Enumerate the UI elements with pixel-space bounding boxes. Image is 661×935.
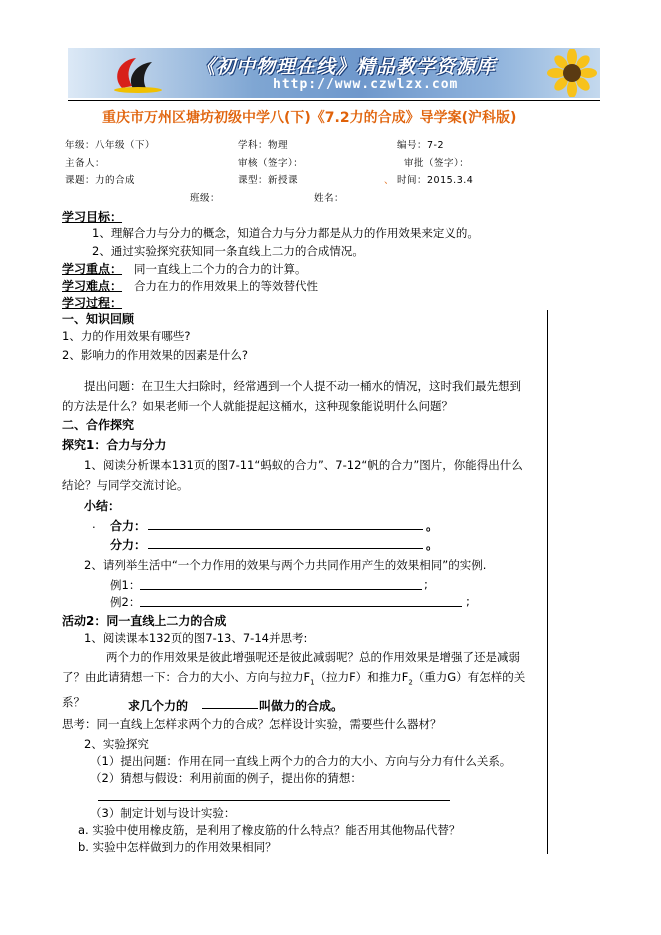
meta-time: 时间：2015.3.4 (397, 175, 474, 186)
key-heading: 学习重点： (62, 262, 123, 276)
banner-divider (68, 100, 600, 101)
key-text: 同一直线上二个力的合力的计算。 (134, 262, 307, 276)
goals-heading: 学习目标： (62, 210, 123, 224)
goal-item-1: 1、理解合力与分力的概念，知道合力与分力都是从力的作用效果来定义的。 (92, 226, 479, 240)
definition-blank[interactable] (202, 697, 258, 709)
step-1: （1）提出问题：作用在同一直线上两个力的合力的大小、方向与分力有什么关系。 (90, 754, 512, 768)
summary-dot: . (92, 517, 96, 531)
summary-label: 小结： (84, 499, 121, 513)
example-1-label: 例1： (110, 578, 141, 592)
site-url[interactable]: http://www.czwlzx.com (273, 77, 459, 92)
activity2-item2: 2、实验探究 (84, 737, 149, 751)
goal-item-2: 2、通过实验探究获知同一条直线上二力的合成情况。 (92, 244, 364, 258)
resultant-blank[interactable] (148, 518, 423, 530)
explore1-item2: 2、请列举生活中“一个力作用的效果与两个力共同作用产生的效果相同”的实例. (84, 558, 487, 572)
example-2-label: 例2： (110, 595, 141, 609)
sunflower-icon (542, 49, 600, 97)
definition-pre: 求几个力的 (128, 699, 189, 713)
explore1-heading: 探究1：合力与分力 (62, 438, 167, 452)
step-3: （3）制定计划与设计实验： (90, 806, 236, 820)
explore1-item1: 1、阅读分析课本131页的图7-11“蚂蚁的合力”、7-12“帆的合力”图片，你能得出什么结论？与同学交流讨论。 (62, 458, 523, 492)
site-name: 《初中物理在线》精品教学资源库 (196, 56, 497, 78)
margin-rule (547, 310, 548, 854)
meta-type: 课型：新授课 (238, 175, 299, 186)
meta-lead: 主备人： (65, 158, 106, 169)
review-q1: 1、力的作用效果有哪些? (62, 329, 191, 343)
meta-approve: 审批（签字）： (404, 158, 470, 169)
component-blank[interactable] (148, 537, 423, 549)
difficult-heading: 学习难点： (62, 279, 123, 293)
think-question: 思考：同一直线上怎样求两个力的合成？怎样设计实验，需要些什么器材？ (62, 717, 442, 731)
resultant-label: 合力： (110, 519, 147, 533)
activity2-item1: 1、阅读课本132页的图7-13、7-14并思考: (84, 631, 308, 645)
difficult-text: 合力在力的作用效果上的等效替代性 (134, 279, 318, 293)
meta-name: 姓名： (314, 193, 345, 204)
definition-post: 叫做力的合成。 (259, 699, 344, 713)
step-2: （2）猜想与假设：利用前面的例子，提出你的猜想： (90, 771, 362, 785)
meta-topic: 课题：力的合成 (65, 175, 136, 186)
logo-icon (108, 52, 172, 94)
activity2-para1: 两个力的作用效果是彼此增强呢还是彼此减弱呢？总的作用效果是增强了还是减弱了？由此请猜想一下：合力的大小、方向与拉力$F_1$（拉力F）和推力$F_2$（重力G）有怎样的关系？ (62, 650, 526, 710)
component-period: 。 (426, 538, 439, 552)
example-2-semicolon: ; (466, 594, 470, 608)
page-title: 重庆市万州区塘坊初级中学八(下)《7.2力的合成》导学案(沪科版) (102, 110, 517, 126)
meta-mark: 、 (384, 175, 395, 186)
example-2-blank[interactable] (140, 595, 462, 607)
review-heading: 一、知识回顾 (62, 312, 135, 326)
example-1-semicolon: ; (424, 577, 428, 591)
meta-code: 编号：7-2 (397, 140, 445, 151)
meta-review: 审核（签字）： (238, 158, 304, 169)
step-b: b. 实验中怎样做到力的作用效果相同？ (78, 840, 277, 854)
step-2-answer-line[interactable] (98, 800, 450, 801)
resultant-period: 。 (426, 519, 439, 533)
meta-subject: 学科：物理 (238, 140, 289, 151)
example-1-blank[interactable] (140, 578, 422, 590)
review-question: 提出问题：在卫生大扫除时，经常遇到一个人提不动一桶水的情况，这时我们最先想到的方法是什么？如果老师一个人就能提起这桶水，这种现象能说明什么问题？ (62, 379, 521, 413)
meta-class: 班级： (190, 193, 221, 204)
step-a: a. 实验中使用橡皮筋，是利用了橡皮筋的什么特点？能否用其他物品代替？ (78, 823, 461, 837)
meta-grade: 年级：八年级（下） (65, 140, 156, 151)
review-q2: 2、影响力的作用效果的因素是什么? (62, 348, 248, 362)
component-label: 分力： (110, 538, 147, 552)
process-heading: 学习过程： (62, 296, 123, 310)
header-banner (68, 48, 600, 98)
activity2-heading: 活动2：同一直线上二力的合成 (62, 614, 227, 628)
explore-heading: 二、合作探究 (62, 418, 135, 432)
